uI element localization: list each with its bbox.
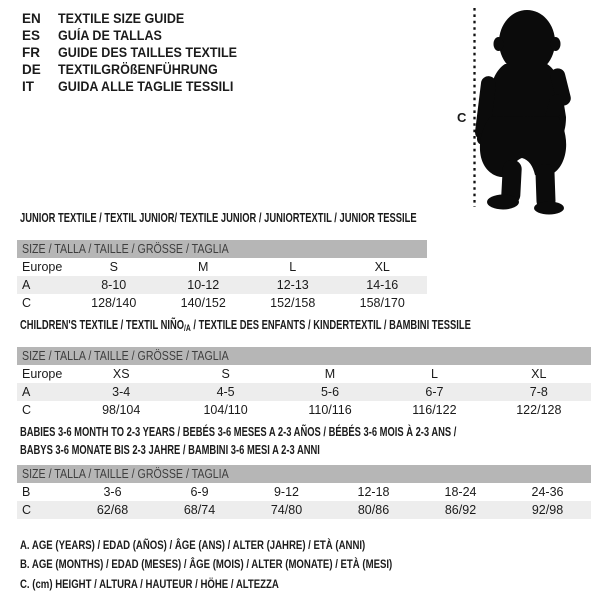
table-cell: XL [531,367,547,381]
footnote-c: C. (cm) HEIGHT / ALTURA / HAUTEUR / HÖHE / ALTEZZA [20,576,279,591]
row-label: A [22,385,31,399]
row-label: Europe [22,260,63,274]
language-list [22,10,251,95]
footnote-b: B. AGE (MONTHS) / EDAD (MESES) / ÂGE (MOIS) / ALTER (MONATE) / ETÀ (MESI) [20,557,393,572]
table-cell: 7-8 [529,385,548,399]
table-cell: 3-4 [112,385,131,399]
table-cell: 158/170 [359,296,405,310]
language-label: TEXTILE SIZE GUIDE [58,11,185,26]
language-row [22,27,251,44]
table-cell: 4-5 [216,385,235,399]
children-size-table [17,347,591,419]
table-cell: M [198,260,209,274]
table-cell: 24-36 [531,485,564,499]
language-label: GUIDE DES TAILLES TEXTILE [58,45,238,60]
row-label: C [22,296,32,310]
table-cell: 98/104 [102,403,141,417]
table-header-bar: SIZE / TALLA / TAILLE / GRÖSSE / TAGLIA [17,240,427,258]
table-cell: 9-12 [273,485,300,499]
table-cell: 152/158 [270,296,316,310]
table-cell: 140/152 [180,296,226,310]
table-row [17,483,591,501]
table-cell: 8-10 [101,278,127,292]
table-cell: 6-9 [190,485,209,499]
figure-panel [450,2,600,215]
children-table-title: CHILDREN'S TEXTILE / TEXTIL $NIÑO_{/A}$ / TEXTILE DES ENFANTS / KINDERTEXTIL / BAMBINI TESSILE [20,318,471,333]
table-cell: 80/86 [357,503,390,517]
table-cell: 74/80 [270,503,303,517]
table-cell: 18-24 [444,485,477,499]
table-header-bar: SIZE / TALLA / TAILLE / GRÖSSE / TAGLIA [17,465,591,483]
row-label: A [22,278,31,292]
table-row [17,258,427,276]
table-cell: S [109,260,118,274]
table-cell: 12-13 [276,278,309,292]
row-label: B [22,485,31,499]
language-code: IT [22,79,34,94]
table-row [17,401,591,419]
table-cell: XS [112,367,130,381]
babies-table-title: BABIES 3-6 MONTH TO 2-3 YEARS / BEBÉS 3-6 MESES A 2-3 AÑOS / BÉBÉS 3-6 MOIS À 2-3 ANS / BABYS 3-6 MONATE BIS 2-3 JAHRE / BAMBINI 3-6 MESI A 2-3 ANNI [20,425,457,457]
table-row [17,276,427,294]
language-row [22,44,251,61]
table-cell: 12-18 [357,485,390,499]
table-cell: 14-16 [366,278,399,292]
height-label-c: C [457,110,467,125]
language-label: GUÍA DE TALLAS [58,28,162,43]
row-label: C [22,403,32,417]
table-row [17,383,591,401]
table-cell: 6-7 [425,385,444,399]
table-cell: 86/92 [444,503,477,517]
table-cell: 10-12 [187,278,220,292]
babies-size-table [17,465,591,519]
table-cell: 104/110 [203,403,248,417]
language-code: FR [22,45,40,60]
language-row [22,10,251,27]
table-row [17,294,427,312]
table-cell: 122/128 [516,403,562,417]
junior-size-table [17,240,427,312]
table-cell: 128/140 [91,296,137,310]
footnote-a: A. AGE (YEARS) / EDAD (AÑOS) / ÂGE (ANS) / ALTER (JAHRE) / ETÀ (ANNI) [20,538,366,552]
table-header-bar: SIZE / TALLA / TAILLE / GRÖSSE / TAGLIA [17,347,591,365]
table-cell: L [430,367,438,381]
language-code: ES [22,28,41,43]
language-label: TEXTILGRÖßENFÜHRUNG [58,62,218,77]
table-row [17,365,591,383]
language-row [22,61,251,78]
table-cell: 62/68 [96,503,129,517]
row-label: C [22,503,32,517]
table-cell: S [221,367,230,381]
table-row [17,501,591,519]
table-cell: 116/122 [412,403,457,417]
table-cell: L [289,260,297,274]
baby-silhouette-icon [474,10,572,215]
language-code: DE [22,62,41,77]
junior-table-title: JUNIOR TEXTILE / TEXTIL JUNIOR/ TEXTILE JUNIOR / JUNIORTEXTIL / JUNIOR TESSILE [20,211,417,225]
table-cell: 68/74 [183,503,216,517]
table-cell: 5-6 [320,385,340,399]
footnotes [20,536,485,594]
row-label: Europe [22,367,63,381]
table-cell: 3-6 [103,485,122,499]
table-cell: 92/98 [531,503,564,517]
table-cell: XL [374,260,390,274]
language-code: EN [22,11,41,26]
table-cell: 110/116 [308,403,352,417]
language-row [22,78,251,95]
language-label: GUIDA ALLE TAGLIE TESSILI [58,79,234,94]
table-cell: M [324,367,336,381]
